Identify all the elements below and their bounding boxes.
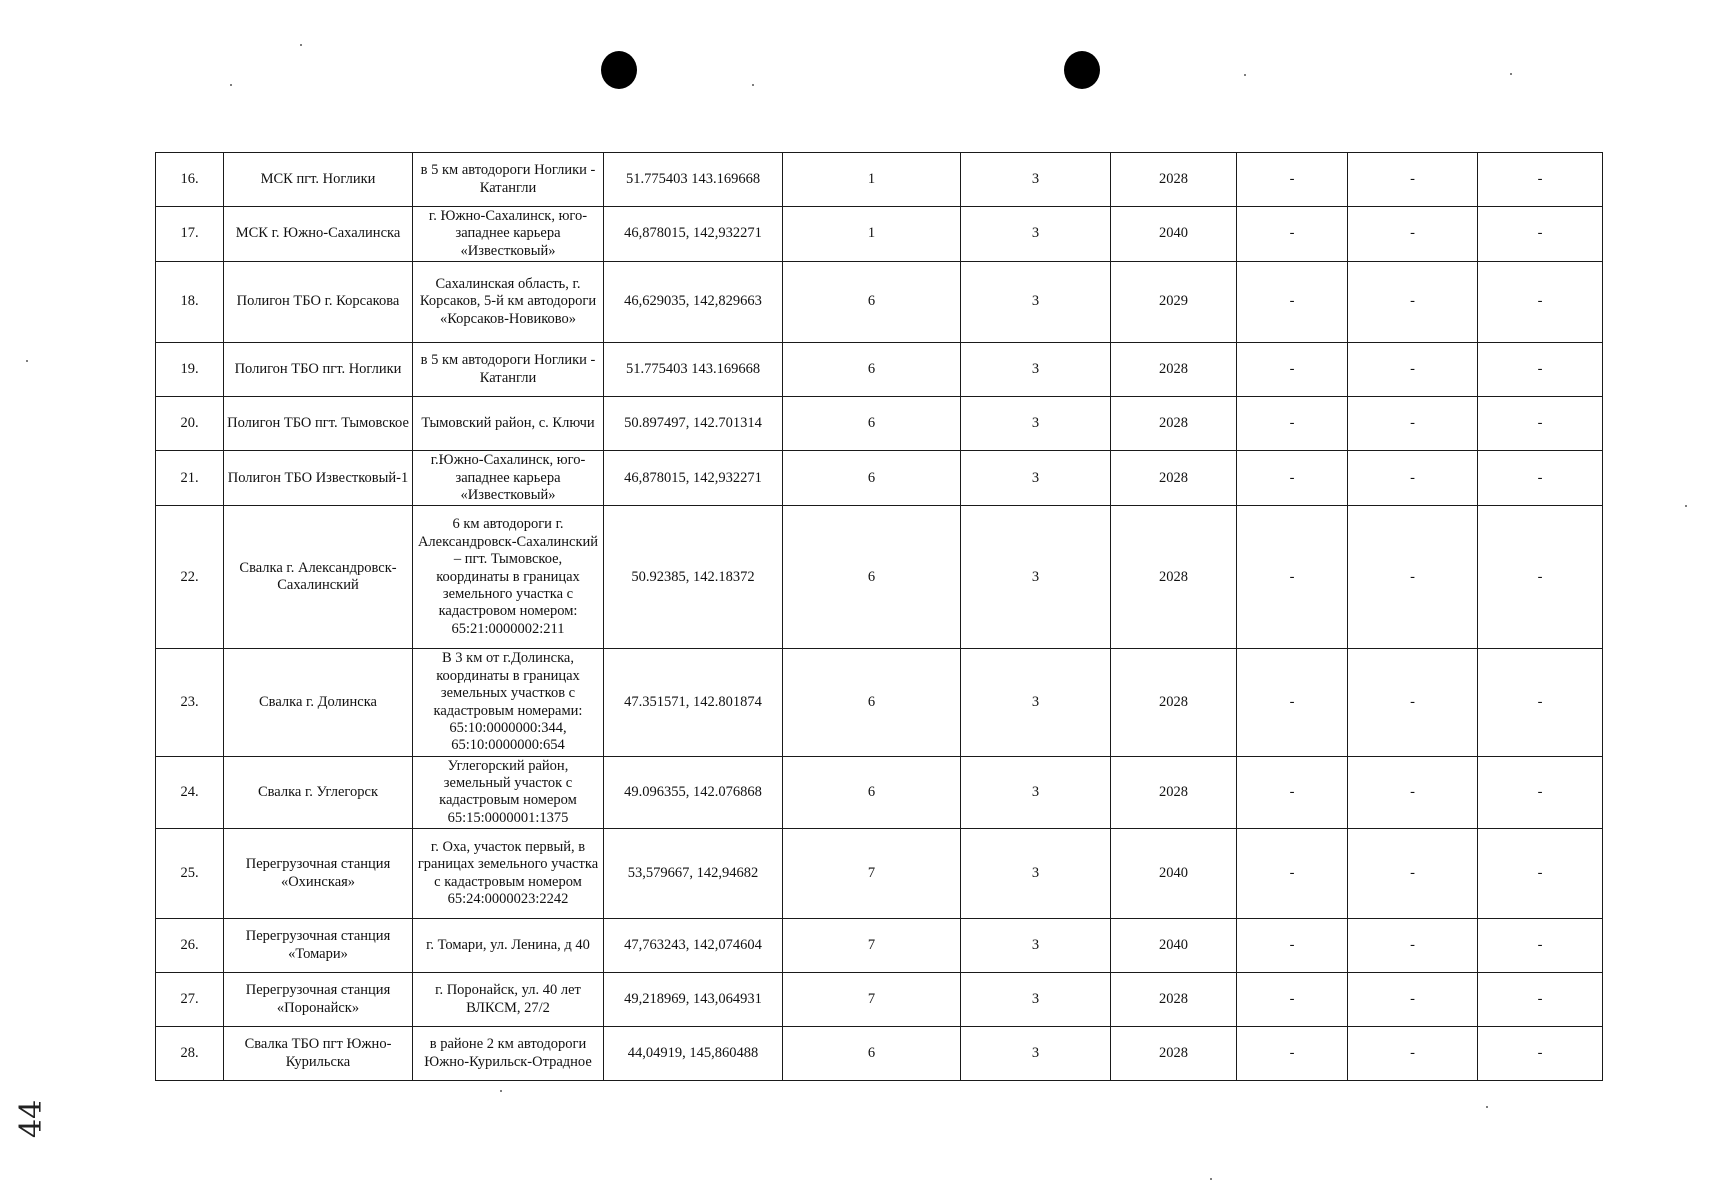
row-number: 18. bbox=[156, 262, 224, 343]
facility-coordinates: 46,878015, 142,932271 bbox=[604, 451, 783, 506]
punch-hole-left bbox=[601, 51, 637, 89]
facility-coordinates: 44,04919, 145,860488 bbox=[604, 1027, 783, 1081]
cell-year: 2028 bbox=[1111, 506, 1237, 649]
row-number: 22. bbox=[156, 506, 224, 649]
facility-address: г. Оха, участок первый, в границах земельного участка с кадастровым номером 65:24:0000023:2242 bbox=[413, 829, 604, 919]
facility-name: Перегрузочная станция «Томари» bbox=[224, 919, 413, 973]
facility-name: Свалка г. Углегорск bbox=[224, 756, 413, 829]
cell-col5: 6 bbox=[783, 397, 961, 451]
scan-speck bbox=[752, 84, 754, 86]
cell-col10: - bbox=[1478, 397, 1603, 451]
document-table-container bbox=[155, 152, 1602, 1081]
row-number: 26. bbox=[156, 919, 224, 973]
cell-col8: - bbox=[1237, 451, 1348, 506]
facility-name: Полигон ТБО пгт. Тымовское bbox=[224, 397, 413, 451]
cell-year: 2028 bbox=[1111, 1027, 1237, 1081]
cell-col5: 6 bbox=[783, 451, 961, 506]
facility-name: МСК г. Южно-Сахалинска bbox=[224, 207, 413, 262]
facility-coordinates: 47,763243, 142,074604 bbox=[604, 919, 783, 973]
facility-name: Полигон ТБО Известковый-1 bbox=[224, 451, 413, 506]
cell-col10: - bbox=[1478, 262, 1603, 343]
cell-col10: - bbox=[1478, 451, 1603, 506]
scan-speck bbox=[1486, 1106, 1488, 1108]
facility-address: г. Южно-Сахалинск, юго-западнее карьера «Известковый» bbox=[413, 207, 604, 262]
facility-address: г. Томари, ул. Ленина, д 40 bbox=[413, 919, 604, 973]
scan-speck bbox=[1510, 73, 1512, 75]
scan-speck bbox=[300, 44, 302, 46]
cell-col5: 1 bbox=[783, 207, 961, 262]
facility-coordinates: 53,579667, 142,94682 bbox=[604, 829, 783, 919]
cell-col9: - bbox=[1348, 919, 1478, 973]
row-number: 20. bbox=[156, 397, 224, 451]
facility-name: Полигон ТБО г. Корсакова bbox=[224, 262, 413, 343]
facility-coordinates: 50.897497, 142.701314 bbox=[604, 397, 783, 451]
row-number: 17. bbox=[156, 207, 224, 262]
cell-col5: 6 bbox=[783, 756, 961, 829]
cell-col6: 3 bbox=[961, 343, 1111, 397]
facility-address: Сахалинская область, г. Корсаков, 5-й км автодороги «Корсаков-Новиково» bbox=[413, 262, 604, 343]
cell-col9: - bbox=[1348, 973, 1478, 1027]
cell-col6: 3 bbox=[961, 829, 1111, 919]
cell-col6: 3 bbox=[961, 451, 1111, 506]
cell-year: 2040 bbox=[1111, 829, 1237, 919]
cell-col9: - bbox=[1348, 153, 1478, 207]
scan-speck bbox=[1685, 505, 1687, 507]
cell-col10: - bbox=[1478, 343, 1603, 397]
cell-year: 2028 bbox=[1111, 973, 1237, 1027]
cell-col5: 6 bbox=[783, 506, 961, 649]
cell-year: 2028 bbox=[1111, 343, 1237, 397]
cell-col8: - bbox=[1237, 649, 1348, 756]
punch-hole-right bbox=[1064, 51, 1100, 89]
facility-coordinates: 51.775403 143.169668 bbox=[604, 153, 783, 207]
facility-address: 6 км автодороги г. Александровск-Сахалинский – пгт. Тымовское, координаты в границах земельного участка с кадастровом номером: 65:21:0000002:211 bbox=[413, 506, 604, 649]
cell-col9: - bbox=[1348, 451, 1478, 506]
facility-coordinates: 47.351571, 142.801874 bbox=[604, 649, 783, 756]
cell-col10: - bbox=[1478, 829, 1603, 919]
cell-col6: 3 bbox=[961, 756, 1111, 829]
facility-address: г. Поронайск, ул. 40 лет ВЛКСМ, 27/2 bbox=[413, 973, 604, 1027]
cell-col9: - bbox=[1348, 829, 1478, 919]
facility-address: в 5 км автодороги Ноглики - Катангли bbox=[413, 343, 604, 397]
handwritten-page-number: 44 bbox=[14, 1099, 49, 1138]
cell-year: 2028 bbox=[1111, 153, 1237, 207]
row-number: 28. bbox=[156, 1027, 224, 1081]
row-number: 21. bbox=[156, 451, 224, 506]
scan-speck bbox=[500, 1090, 502, 1092]
cell-col8: - bbox=[1237, 756, 1348, 829]
cell-col9: - bbox=[1348, 207, 1478, 262]
table-row bbox=[156, 207, 1603, 262]
cell-col5: 7 bbox=[783, 919, 961, 973]
cell-col8: - bbox=[1237, 262, 1348, 343]
facility-name: Свалка г. Долинска bbox=[224, 649, 413, 756]
facility-name: Свалка г. Александровск-Сахалинский bbox=[224, 506, 413, 649]
facility-address: в 5 км автодороги Ноглики - Катангли bbox=[413, 153, 604, 207]
cell-year: 2028 bbox=[1111, 756, 1237, 829]
facility-name: Перегрузочная станция «Поронайск» bbox=[224, 973, 413, 1027]
table-row bbox=[156, 973, 1603, 1027]
facility-name: Свалка ТБО пгт Южно-Курильска bbox=[224, 1027, 413, 1081]
cell-year: 2040 bbox=[1111, 207, 1237, 262]
cell-col8: - bbox=[1237, 973, 1348, 1027]
cell-year: 2028 bbox=[1111, 397, 1237, 451]
cell-col5: 7 bbox=[783, 973, 961, 1027]
facility-name: Перегрузочная станция «Охинская» bbox=[224, 829, 413, 919]
scan-speck bbox=[1210, 1178, 1212, 1180]
row-number: 23. bbox=[156, 649, 224, 756]
table-row bbox=[156, 397, 1603, 451]
cell-col10: - bbox=[1478, 649, 1603, 756]
cell-col8: - bbox=[1237, 919, 1348, 973]
cell-col5: 6 bbox=[783, 1027, 961, 1081]
cell-col5: 7 bbox=[783, 829, 961, 919]
table-row bbox=[156, 262, 1603, 343]
row-number: 24. bbox=[156, 756, 224, 829]
cell-col10: - bbox=[1478, 1027, 1603, 1081]
cell-col5: 1 bbox=[783, 153, 961, 207]
cell-col5: 6 bbox=[783, 649, 961, 756]
cell-col8: - bbox=[1237, 829, 1348, 919]
facility-coordinates: 49,218969, 143,064931 bbox=[604, 973, 783, 1027]
cell-col9: - bbox=[1348, 343, 1478, 397]
cell-col8: - bbox=[1237, 343, 1348, 397]
cell-col5: 6 bbox=[783, 343, 961, 397]
facility-address: Тымовский район, с. Ключи bbox=[413, 397, 604, 451]
cell-col9: - bbox=[1348, 649, 1478, 756]
cell-col6: 3 bbox=[961, 153, 1111, 207]
cell-col6: 3 bbox=[961, 973, 1111, 1027]
cell-col8: - bbox=[1237, 153, 1348, 207]
facility-address: Углегорский район, земельный участок с кадастровым номером 65:15:0000001:1375 bbox=[413, 756, 604, 829]
table-row bbox=[156, 756, 1603, 829]
table-row bbox=[156, 506, 1603, 649]
table-row bbox=[156, 1027, 1603, 1081]
cell-col9: - bbox=[1348, 756, 1478, 829]
cell-col10: - bbox=[1478, 153, 1603, 207]
cell-col9: - bbox=[1348, 506, 1478, 649]
cell-col6: 3 bbox=[961, 649, 1111, 756]
facility-coordinates: 46,878015, 142,932271 bbox=[604, 207, 783, 262]
cell-col10: - bbox=[1478, 506, 1603, 649]
cell-col6: 3 bbox=[961, 262, 1111, 343]
cell-col8: - bbox=[1237, 397, 1348, 451]
cell-year: 2029 bbox=[1111, 262, 1237, 343]
facility-name: МСК пгт. Ноглики bbox=[224, 153, 413, 207]
scan-speck bbox=[26, 360, 28, 362]
cell-col10: - bbox=[1478, 919, 1603, 973]
facility-address: В 3 км от г.Долинска, координаты в границах земельных участков с кадастровым номерами: 65:10:0000000:344, 65:10:0000000:654 bbox=[413, 649, 604, 756]
table-row bbox=[156, 343, 1603, 397]
row-number: 25. bbox=[156, 829, 224, 919]
scan-speck bbox=[1244, 74, 1246, 76]
cell-col8: - bbox=[1237, 1027, 1348, 1081]
row-number: 27. bbox=[156, 973, 224, 1027]
scan-speck bbox=[230, 84, 232, 86]
cell-col6: 3 bbox=[961, 397, 1111, 451]
table-row bbox=[156, 919, 1603, 973]
cell-col9: - bbox=[1348, 1027, 1478, 1081]
cell-col6: 3 bbox=[961, 919, 1111, 973]
table-row bbox=[156, 153, 1603, 207]
cell-year: 2028 bbox=[1111, 451, 1237, 506]
table-row bbox=[156, 451, 1603, 506]
cell-col9: - bbox=[1348, 262, 1478, 343]
table-row bbox=[156, 649, 1603, 756]
cell-col5: 6 bbox=[783, 262, 961, 343]
facility-coordinates: 46,629035, 142,829663 bbox=[604, 262, 783, 343]
row-number: 19. bbox=[156, 343, 224, 397]
cell-col10: - bbox=[1478, 207, 1603, 262]
facility-address: в районе 2 км автодороги Южно-Курильск-Отрадное bbox=[413, 1027, 604, 1081]
cell-year: 2028 bbox=[1111, 649, 1237, 756]
cell-col6: 3 bbox=[961, 506, 1111, 649]
facility-coordinates: 51.775403 143.169668 bbox=[604, 343, 783, 397]
cell-col10: - bbox=[1478, 973, 1603, 1027]
cell-col8: - bbox=[1237, 207, 1348, 262]
table-row bbox=[156, 829, 1603, 919]
facility-coordinates: 49.096355, 142.076868 bbox=[604, 756, 783, 829]
cell-col10: - bbox=[1478, 756, 1603, 829]
cell-col9: - bbox=[1348, 397, 1478, 451]
facility-address: г.Южно-Сахалинск, юго-западнее карьера «Известковый» bbox=[413, 451, 604, 506]
facility-name: Полигон ТБО пгт. Ноглики bbox=[224, 343, 413, 397]
cell-col8: - bbox=[1237, 506, 1348, 649]
cell-col6: 3 bbox=[961, 1027, 1111, 1081]
cell-year: 2040 bbox=[1111, 919, 1237, 973]
facility-coordinates: 50.92385, 142.18372 bbox=[604, 506, 783, 649]
row-number: 16. bbox=[156, 153, 224, 207]
waste-facilities-table bbox=[155, 152, 1603, 1081]
cell-col6: 3 bbox=[961, 207, 1111, 262]
